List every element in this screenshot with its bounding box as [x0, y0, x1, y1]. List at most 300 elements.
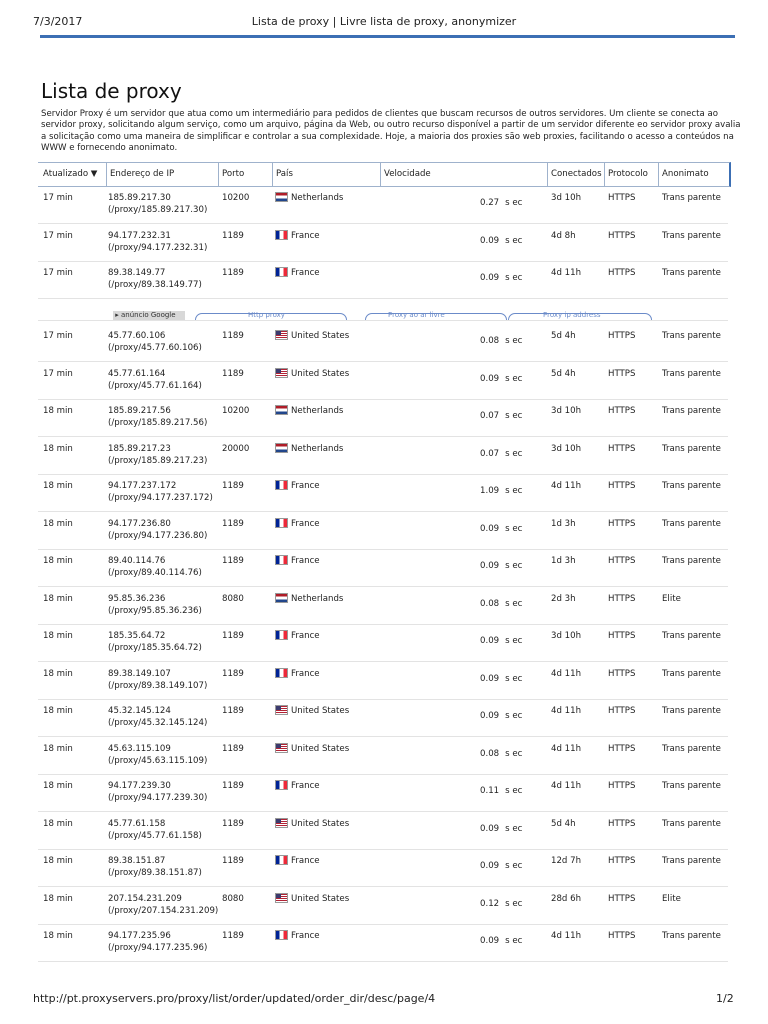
row-updated: 18 min	[43, 743, 73, 754]
row-country	[276, 519, 320, 529]
header-rule	[40, 35, 735, 38]
country-name: Netherlands	[291, 443, 344, 454]
row-ip[interactable]	[108, 268, 202, 290]
ad-button-label: Proxy ip address	[543, 311, 601, 319]
row-anonymity: Trans parente	[662, 631, 721, 641]
country-name: France	[291, 230, 320, 241]
row-country	[276, 706, 349, 716]
row-protocol: HTTPS	[608, 743, 636, 754]
table-row[interactable]	[38, 261, 728, 299]
google-ads-badge[interactable]: ▸ anúncio Google	[113, 311, 185, 321]
column-updated[interactable]: Atualizado ▼	[43, 169, 98, 179]
country-name: United States	[291, 331, 350, 341]
flag-nl-icon	[276, 406, 287, 414]
speed-unit: s ec	[505, 198, 523, 208]
speed-value: 0.11	[480, 786, 500, 796]
row-anonymity: Trans parente	[662, 406, 721, 416]
proxy-link[interactable]: (/proxy/89.38.149.107)	[108, 680, 208, 691]
row-country	[276, 231, 320, 241]
table-row[interactable]	[38, 549, 728, 587]
table-row[interactable]	[38, 887, 728, 925]
speed-unit: s ec	[505, 411, 523, 421]
row-connected: 4d 8h	[551, 230, 576, 241]
row-protocol: HTTPS	[608, 706, 636, 716]
ip-address[interactable]: 89.40.114.76	[108, 556, 166, 566]
speed-unit: s ec	[505, 786, 523, 796]
row-speed	[480, 711, 522, 721]
row-anonymity: Elite	[662, 893, 681, 904]
table-row[interactable]	[38, 587, 728, 625]
proxy-link[interactable]: (/proxy/89.38.149.77)	[108, 280, 202, 290]
row-protocol: HTTPS	[608, 230, 636, 241]
country-name: Netherlands	[291, 193, 344, 203]
proxy-link[interactable]: (/proxy/94.177.237.172)	[108, 493, 213, 503]
speed-value: 0.09	[480, 273, 500, 283]
row-protocol: HTTPS	[608, 931, 636, 941]
footer-page-number: 1/2	[716, 992, 734, 1005]
flag-fr-icon	[276, 931, 287, 939]
ip-address[interactable]: 89.38.149.77	[108, 268, 166, 278]
row-connected: 4d 11h	[551, 931, 582, 941]
row-country	[276, 444, 343, 454]
proxy-link[interactable]: (/proxy/45.32.145.124)	[108, 718, 208, 728]
row-protocol: HTTPS	[608, 481, 636, 491]
row-speed	[480, 336, 522, 346]
speed-value: 0.08	[480, 748, 500, 759]
row-port: 1189	[222, 668, 244, 679]
table-row[interactable]	[38, 399, 728, 437]
row-protocol: HTTPS	[608, 631, 636, 641]
ip-address[interactable]: 94.177.232.31	[108, 230, 171, 241]
country-name: United States	[291, 706, 350, 716]
row-ip[interactable]	[108, 519, 207, 541]
row-speed	[480, 524, 522, 534]
row-anonymity: Trans parente	[662, 743, 721, 754]
row-ip[interactable]	[108, 856, 202, 878]
row-speed	[480, 599, 522, 609]
row-port: 8080	[222, 893, 244, 904]
row-anonymity: Trans parente	[662, 368, 721, 379]
row-ip[interactable]	[108, 819, 202, 841]
flag-fr-icon	[276, 481, 287, 489]
ip-address[interactable]: 95.85.36.236	[108, 593, 166, 604]
row-protocol: HTTPS	[608, 193, 636, 203]
proxy-link[interactable]: (/proxy/89.40.114.76)	[108, 568, 202, 578]
speed-value: 0.09	[480, 823, 500, 834]
row-ip[interactable]	[108, 631, 202, 653]
row-country	[276, 856, 320, 866]
row-updated: 18 min	[43, 593, 73, 604]
row-connected: 3d 10h	[551, 193, 582, 203]
row-anonymity: Trans parente	[662, 443, 721, 454]
flag-nl-icon	[276, 193, 287, 201]
flag-fr-icon	[276, 856, 287, 864]
proxy-link[interactable]: (/proxy/45.77.61.158)	[108, 830, 202, 841]
row-connected: 2d 3h	[551, 593, 576, 604]
row-country	[276, 669, 320, 679]
row-protocol: HTTPS	[608, 593, 636, 604]
country-name: Netherlands	[291, 593, 344, 604]
row-protocol: HTTPS	[608, 668, 636, 679]
row-port: 10200	[222, 406, 250, 416]
row-updated: 18 min	[43, 481, 73, 491]
row-protocol: HTTPS	[608, 268, 636, 278]
country-name: France	[291, 268, 320, 278]
row-connected: 4d 11h	[551, 481, 582, 491]
proxy-link[interactable]: (/proxy/207.154.231.209)	[108, 905, 219, 916]
table-header	[38, 162, 731, 187]
table-row[interactable]	[38, 737, 728, 775]
row-protocol: HTTPS	[608, 818, 636, 829]
table-row[interactable]	[38, 324, 728, 362]
table-row[interactable]	[38, 774, 728, 812]
row-country	[276, 268, 320, 278]
speed-value: 0.09	[480, 861, 500, 871]
flag-fr-icon	[276, 231, 287, 239]
proxy-link[interactable]: (/proxy/94.177.239.30)	[108, 793, 208, 803]
speed-value: 0.09	[480, 373, 500, 384]
speed-unit: s ec	[505, 636, 523, 646]
row-updated: 18 min	[43, 631, 73, 641]
flag-us-icon	[276, 744, 287, 752]
row-connected: 3d 10h	[551, 631, 582, 641]
row-ip[interactable]	[108, 781, 207, 803]
row-updated: 17 min	[43, 331, 73, 341]
row-updated: 17 min	[43, 268, 73, 278]
row-ip[interactable]	[108, 331, 202, 353]
speed-unit: s ec	[505, 598, 523, 609]
row-anonymity: Trans parente	[662, 268, 721, 278]
table-row[interactable]	[38, 624, 728, 662]
speed-unit: s ec	[505, 448, 523, 459]
row-port: 1189	[222, 230, 244, 241]
row-speed	[480, 636, 522, 646]
row-speed	[480, 273, 522, 283]
row-country	[276, 331, 349, 341]
speed-unit: s ec	[505, 561, 523, 571]
column-protocol[interactable]: Protocolo	[608, 169, 648, 179]
ip-address[interactable]: 94.177.237.172	[108, 481, 177, 491]
row-protocol: HTTPS	[608, 556, 636, 566]
proxy-link[interactable]: (/proxy/94.177.232.31)	[108, 242, 208, 253]
table-row[interactable]	[38, 812, 728, 850]
flag-us-icon	[276, 331, 287, 339]
row-ip[interactable]	[108, 231, 207, 253]
row-protocol: HTTPS	[608, 518, 636, 529]
row-port: 1189	[222, 856, 244, 866]
country-name: France	[291, 556, 320, 566]
column-divider	[547, 163, 548, 186]
ad-row	[38, 298, 728, 321]
proxy-link[interactable]: (/proxy/185.35.64.72)	[108, 643, 202, 653]
speed-value: 0.27	[480, 198, 500, 208]
proxy-link[interactable]: (/proxy/45.77.61.164)	[108, 380, 202, 391]
speed-value: 1.09	[480, 486, 500, 496]
flag-nl-icon	[276, 444, 287, 452]
row-port: 1189	[222, 268, 244, 278]
row-anonymity: Trans parente	[662, 706, 721, 716]
row-speed	[480, 374, 522, 384]
google-label: Google	[150, 311, 176, 319]
country-name: United States	[291, 743, 350, 754]
row-ip[interactable]	[108, 369, 202, 391]
country-name: France	[291, 668, 320, 679]
row-connected: 3d 10h	[551, 443, 582, 454]
speed-unit: s ec	[505, 273, 523, 283]
flag-fr-icon	[276, 268, 287, 276]
proxy-link[interactable]: (/proxy/185.89.217.56)	[108, 418, 208, 428]
speed-value: 0.09	[480, 673, 500, 684]
column-country[interactable]: País	[276, 169, 293, 179]
row-updated: 18 min	[43, 406, 73, 416]
row-protocol: HTTPS	[608, 893, 636, 904]
flag-us-icon	[276, 706, 287, 714]
ip-address[interactable]: 89.38.151.87	[108, 856, 166, 866]
flag-us-icon	[276, 894, 287, 902]
column-divider	[380, 163, 381, 186]
country-name: France	[291, 781, 320, 791]
row-updated: 18 min	[43, 518, 73, 529]
flag-us-icon	[276, 819, 287, 827]
row-ip[interactable]	[108, 594, 202, 616]
row-speed	[480, 786, 522, 796]
row-port: 1189	[222, 331, 244, 341]
row-connected: 4d 11h	[551, 781, 582, 791]
speed-unit: s ec	[505, 711, 523, 721]
ip-address[interactable]: 45.77.61.164	[108, 368, 166, 379]
country-name: United States	[291, 893, 350, 904]
country-name: France	[291, 518, 320, 529]
proxy-link[interactable]: (/proxy/185.89.217.23)	[108, 455, 208, 466]
table-row[interactable]	[38, 362, 728, 400]
row-speed	[480, 899, 522, 909]
table-row[interactable]	[38, 224, 728, 262]
ip-address[interactable]: 45.63.115.109	[108, 743, 171, 754]
proxy-link[interactable]: (/proxy/95.85.36.236)	[108, 605, 202, 616]
row-speed	[480, 749, 522, 759]
column-port[interactable]: Porto	[222, 169, 245, 179]
row-ip[interactable]	[108, 706, 207, 728]
row-updated: 17 min	[43, 230, 73, 241]
row-country	[276, 406, 343, 416]
footer-url[interactable]: http://pt.proxyservers.pro/proxy/list/order/updated/order_dir/desc/page/4	[33, 992, 436, 1005]
row-speed	[480, 486, 522, 496]
ip-address[interactable]: 185.35.64.72	[108, 631, 166, 641]
speed-unit: s ec	[505, 673, 523, 684]
ip-address[interactable]: 185.89.217.23	[108, 443, 171, 454]
row-anonymity: Trans parente	[662, 518, 721, 529]
row-anonymity: Trans parente	[662, 193, 721, 203]
row-connected: 28d 6h	[551, 893, 582, 904]
row-country	[276, 481, 320, 491]
row-country	[276, 931, 320, 941]
row-speed	[480, 824, 522, 834]
ip-address[interactable]: 45.77.60.106	[108, 331, 166, 341]
row-ip[interactable]	[108, 444, 207, 466]
row-anonymity: Trans parente	[662, 856, 721, 866]
table-row[interactable]	[38, 849, 728, 887]
ip-address[interactable]: 45.32.145.124	[108, 706, 171, 716]
table-row[interactable]	[38, 699, 728, 737]
row-speed	[480, 198, 522, 208]
row-speed	[480, 674, 522, 684]
row-country	[276, 193, 343, 203]
flag-nl-icon	[276, 594, 287, 602]
ip-address[interactable]: 45.77.61.158	[108, 818, 166, 829]
row-ip[interactable]	[108, 744, 207, 766]
speed-value: 0.09	[480, 235, 500, 246]
row-speed	[480, 561, 522, 571]
proxy-link[interactable]: (/proxy/89.38.151.87)	[108, 868, 202, 878]
row-connected: 4d 11h	[551, 668, 582, 679]
country-name: France	[291, 481, 320, 491]
flag-fr-icon	[276, 556, 287, 564]
row-speed	[480, 861, 522, 871]
row-ip[interactable]	[108, 669, 207, 691]
row-speed	[480, 411, 522, 421]
column-divider	[604, 163, 605, 186]
proxy-link[interactable]: (/proxy/45.77.60.106)	[108, 343, 202, 353]
table-row[interactable]	[38, 474, 728, 512]
ad-button-label: Http proxy	[248, 311, 285, 319]
row-anonymity: Trans parente	[662, 668, 721, 679]
row-speed	[480, 936, 522, 946]
row-connected: 5d 4h	[551, 818, 576, 829]
row-updated: 18 min	[43, 781, 73, 791]
print-date: 7/3/2017	[33, 15, 83, 28]
row-country	[276, 744, 349, 754]
row-updated: 17 min	[43, 193, 73, 203]
row-country	[276, 631, 320, 641]
table-row[interactable]	[38, 662, 728, 700]
speed-value: 0.07	[480, 448, 500, 459]
row-updated: 18 min	[43, 706, 73, 716]
print-title: Lista de proxy | Livre lista de proxy, anonymizer	[251, 15, 517, 28]
row-ip[interactable]	[108, 556, 202, 578]
row-protocol: HTTPS	[608, 443, 636, 454]
flag-fr-icon	[276, 669, 287, 677]
row-updated: 18 min	[43, 893, 73, 904]
table-row[interactable]	[38, 924, 728, 962]
row-anonymity: Trans parente	[662, 931, 721, 941]
row-port: 1189	[222, 743, 244, 754]
ip-address[interactable]: 207.154.231.209	[108, 893, 182, 904]
row-country	[276, 556, 320, 566]
proxy-link[interactable]: (/proxy/45.63.115.109)	[108, 755, 208, 766]
speed-unit: s ec	[505, 235, 523, 246]
row-port: 8080	[222, 593, 244, 604]
row-connected: 4d 11h	[551, 706, 582, 716]
row-country	[276, 369, 349, 379]
print-header	[0, 0, 768, 36]
flag-fr-icon	[276, 781, 287, 789]
ad-button-label: Proxy ao ar livre	[388, 311, 445, 319]
column-ip[interactable]: Endereço de IP	[110, 169, 175, 179]
row-updated: 18 min	[43, 556, 73, 566]
row-connected: 12d 7h	[551, 856, 582, 866]
row-port: 1189	[222, 368, 244, 379]
row-country	[276, 594, 343, 604]
ip-address[interactable]: 185.89.217.30	[108, 193, 171, 203]
row-updated: 18 min	[43, 856, 73, 866]
table-row[interactable]	[38, 186, 728, 224]
row-protocol: HTTPS	[608, 856, 636, 866]
row-connected: 5d 4h	[551, 331, 576, 341]
row-protocol: HTTPS	[608, 331, 636, 341]
country-name: France	[291, 931, 320, 941]
row-country	[276, 894, 349, 904]
row-anonymity: Elite	[662, 593, 681, 604]
row-port: 20000	[222, 443, 250, 454]
row-port: 1189	[222, 931, 244, 941]
row-connected: 5d 4h	[551, 368, 576, 379]
ip-address[interactable]: 185.89.217.56	[108, 406, 171, 416]
ip-address[interactable]: 94.177.235.96	[108, 931, 171, 941]
row-ip[interactable]	[108, 481, 213, 503]
row-updated: 18 min	[43, 443, 73, 454]
row-ip[interactable]	[108, 193, 207, 215]
speed-unit: s ec	[505, 936, 523, 946]
column-divider	[218, 163, 219, 186]
country-name: Netherlands	[291, 406, 344, 416]
row-updated: 18 min	[43, 818, 73, 829]
column-connected[interactable]: Conectados	[551, 169, 602, 179]
speed-unit: s ec	[505, 523, 523, 534]
speed-unit: s ec	[505, 748, 523, 759]
row-country	[276, 781, 320, 791]
speed-value: 0.09	[480, 561, 500, 571]
column-speed[interactable]: Velocidade	[384, 169, 431, 179]
column-divider	[106, 163, 107, 186]
proxy-link[interactable]: (/proxy/185.89.217.30)	[108, 205, 208, 215]
speed-value: 0.08	[480, 598, 500, 609]
row-ip[interactable]	[108, 931, 207, 953]
row-ip[interactable]	[108, 406, 207, 428]
table-row[interactable]	[38, 512, 728, 550]
row-speed	[480, 236, 522, 246]
row-updated: 18 min	[43, 931, 73, 941]
row-port: 1189	[222, 518, 244, 529]
ip-address[interactable]: 94.177.236.80	[108, 518, 171, 529]
row-speed	[480, 449, 522, 459]
row-port: 1189	[222, 556, 244, 566]
country-name: United States	[291, 818, 350, 829]
speed-value: 0.09	[480, 636, 500, 646]
country-name: United States	[291, 368, 350, 379]
table-row[interactable]	[38, 437, 728, 475]
country-name: France	[291, 631, 320, 641]
speed-value: 0.09	[480, 523, 500, 534]
ip-address[interactable]: 89.38.149.107	[108, 668, 171, 679]
flag-fr-icon	[276, 631, 287, 639]
column-anonymity[interactable]: Anonimato	[662, 169, 709, 179]
speed-unit: s ec	[505, 486, 523, 496]
row-anonymity: Trans parente	[662, 331, 721, 341]
proxy-link[interactable]: (/proxy/94.177.236.80)	[108, 530, 208, 541]
row-updated: 18 min	[43, 668, 73, 679]
flag-fr-icon	[276, 519, 287, 527]
speed-unit: s ec	[505, 861, 523, 871]
row-port: 10200	[222, 193, 250, 203]
row-connected: 4d 11h	[551, 268, 582, 278]
row-port: 1189	[222, 781, 244, 791]
proxy-link[interactable]: (/proxy/94.177.235.96)	[108, 943, 208, 953]
ip-address[interactable]: 94.177.239.30	[108, 781, 171, 791]
row-anonymity: Trans parente	[662, 481, 721, 491]
row-protocol: HTTPS	[608, 368, 636, 379]
intro-paragraph: Servidor Proxy é um servidor que atua como um intermediário para pedidos de clientes que buscam recursos de outros servidores. Um cliente se conecta ao servidor proxy, solicitando algum serviço, como um arquivo, página da Web, ou outro recurso disponível a partir de um servidor diferente eo servidor proxy avalia a solicitação como uma maneira de simplificar e controlar a sua complexidade. Hoje, a maioria dos proxies são web proxies, facilitando o acesso a conteúdos na WWW e fornecendo anonimato.	[41, 109, 741, 153]
row-ip[interactable]	[108, 894, 218, 916]
